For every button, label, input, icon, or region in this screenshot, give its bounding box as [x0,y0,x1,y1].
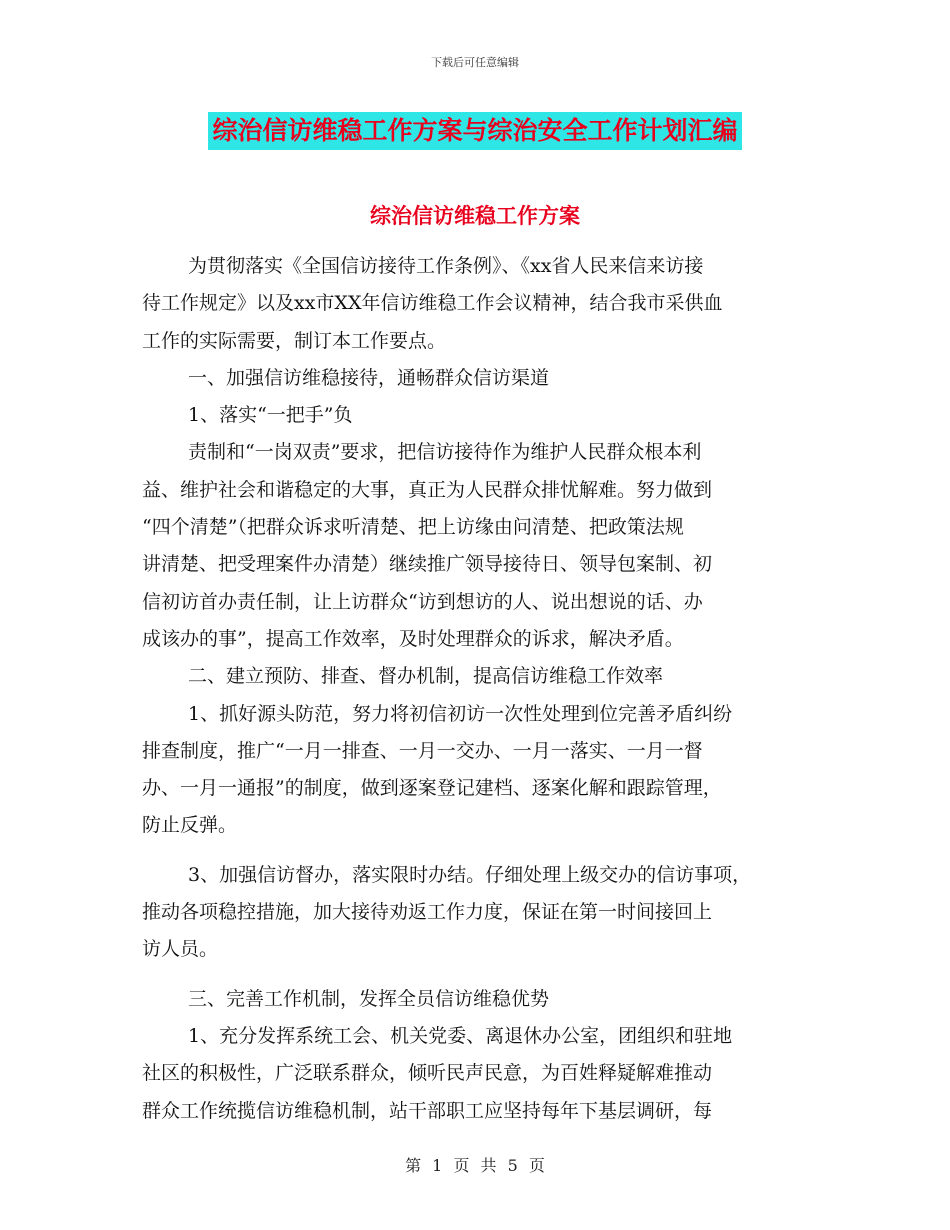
text-line: 办、一月一通报”的制度，做到逐案登记建档、逐案化解和跟踪管理， [142,777,722,800]
text-line: 社区的积极性，广泛联系群众，倾听民声民意，为百姓释疑解难推动 [142,1062,713,1085]
text-line: 群众工作统揽信访维稳机制，站干部职工应坚持每年下基层调研，每 [142,1099,713,1122]
section-heading: 一、加强信访维稳接待，通畅群众信访渠道 [188,366,550,389]
text-line: 1、落实“一把手”负 [188,404,353,427]
main-title-wrap [0,112,950,150]
text-line: 责制和“一岗双责”要求，把信访接待作为维护人民群众根本利 [188,441,702,464]
text-line: “四个清楚”（把群众诉求听清楚、把上访缘由问清楚、把政策法规 [142,516,684,539]
document-body [142,248,810,1130]
text-line: 排查制度，推广“一月一排查、一月一交办、一月一落实、一月一督 [142,739,703,762]
text-line: 待工作规定》以及xx市XX年信访维稳工作会议精神，结合我市采供血 [142,292,723,315]
text-line: 1、充分发挥系统工会、机关党委、离退休办公室，团组织和驻地 [188,1024,733,1047]
page-footer: 第 1 页 共 5 页 [405,1156,545,1175]
header-note: 下载后可任意编辑 [431,56,519,69]
text-line: 成该办的事”，提高工作效率，及时处理群众的诉求，解决矛盾。 [142,627,684,650]
text-line: 信初访首办责任制，让上访群众“访到想访的人、说出想说的话、办 [142,590,703,613]
sub-title: 综治信访维稳工作方案 [370,204,580,228]
paragraph-gap [142,969,810,981]
text-line: 工作的实际需要，制订本工作要点。 [142,329,447,352]
text-line: 访人员。 [142,938,219,961]
text-line: 3、加强信访督办，落实限时办结。仔细处理上级交办的信访事项， [188,863,752,886]
text-line: 为贯彻落实《全国信访接待工作条例》、《xx省人民来信来访接 [188,255,704,277]
text-line: 防止反弹。 [142,814,238,837]
main-title: 综治信访维稳工作方案与综治安全工作计划汇编 [208,112,741,150]
text-line: 推动各项稳控措施，加大接待劝返工作力度，保证在第一时间接回上 [142,901,713,924]
text-line: 1、抓好源头防范，努力将初信初访一次性处理到位完善矛盾纠纷 [188,702,733,725]
section-heading: 二、建立预防、排查、督办机制，提高信访维稳工作效率 [188,665,664,688]
text-line: 讲清楚、把受理案件办清楚）继续推广领导接待日、领导包案制、初 [142,553,713,576]
section-heading: 三、完善工作机制，发挥全员信访维稳优势 [188,987,550,1010]
paragraph-gap [142,845,810,857]
text-line: 益、维护社会和谐稳定的大事，真正为人民群众排忧解难。努力做到 [142,478,713,501]
